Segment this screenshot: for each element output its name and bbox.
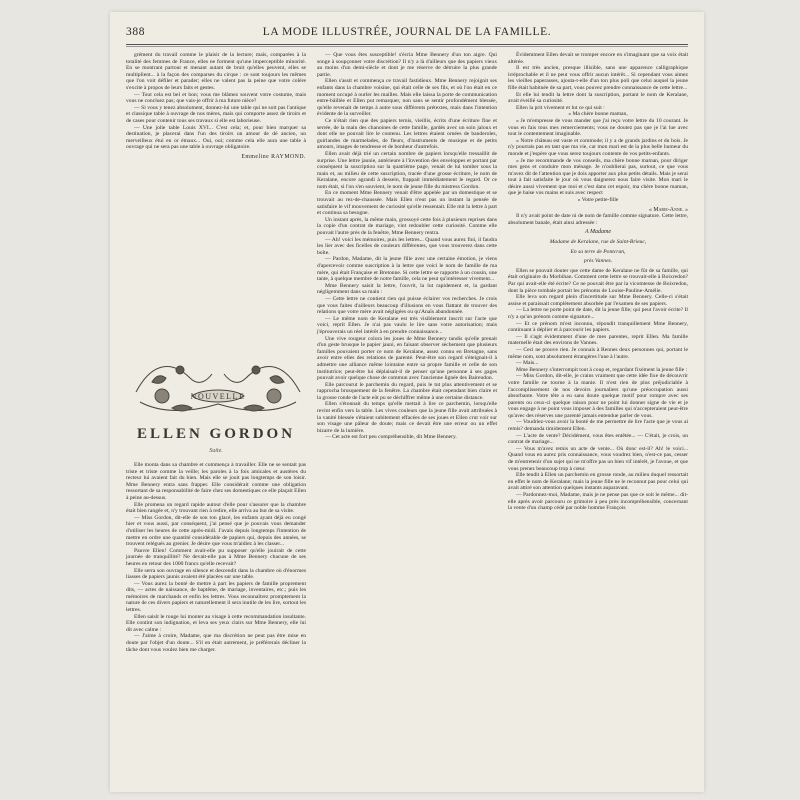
paragraph: En ce moment Mme Bennery venait d'être appelée par un domestique et se trouvait au rez-de-chaussée. Mais Ellen n'eut pas un instant la pensée de satisfaire le vif mouvement de curiosité qu'elle ressentait. Elle mit la lettre à part et continua sa besogne. <box>317 190 497 217</box>
paragraph: Ellen s'assit et commença ce travail fastidieux. Mme Bennery rejoignit ses enfants dans la chambre voisine, qui était celle de ses fils, et où l'on était en ce moment occupé à ourler les mailles. Mais elle laissa la porte de communication entre-bâillée et Ellen put remarquer, non sans se sentir profondément blessée, qu'elle revenait de temps à autre sous différents prétextes, mais dans l'intention évidente de la surveiller. <box>317 78 497 118</box>
column-2 <box>317 52 497 441</box>
letter-paragraph: « Je me recommande de vos conseils, ma chère bonne maman, pour diriger mes gens et conduire mon ménage. Je n'oublierai pas, surtout, ce que vous m'avez dit de l'attention que je dois apporter aux plus petits détails. Mais je serai tout à fait satisfaite le jour où vous daignerez nous faire visite. Mon mari le désire aussi vivement que moi et c'est dans cet espoir, ma chère bonne maman, que je baise vos mains et suis avec respect <box>508 157 688 197</box>
paragraph: — Cet acte est fort peu compréhensible, dit Mme Bennery. <box>325 434 457 441</box>
paragraph: — Tout cela est bel et bon; vous me blâmez souvent votre costume, mais vous ne concluez pas; que vais-je offrir à ma future nièce? <box>126 91 306 105</box>
page-header <box>126 26 688 42</box>
paragraph: — Mais... <box>516 360 539 367</box>
paragraph: grément du travail comme le plaisir de la lecture; mais, comparées à la totalité des femmes de France, elles ne forment qu'une imperceptible minorité. En se montrant partout et menant autant de bruit qu'elles peuvent, elles se multiplient... à la façon des comparses du cirque : ce sont toujours les mêmes que l'on voit défiler et parader; elles ne valent pas la peine que votre colère s'excite à propos de leurs faits et gestes. <box>126 52 306 91</box>
paragraph: Mme Bennery s'interrompit tout à coup et, regardant fixément la jeune fille : <box>516 366 688 373</box>
paragraph: — Une jolie table Louis XVI... C'est cela; et, pour bien marquer sa destination, je placerai dans l'un des tiroirs un amour de dé ancien, un merveilleux étui en or émaux... Oui, oui; comme cela elle aura une table à ouvrage qui ne sera pas une table à ouvrage obligatoire. <box>126 124 306 151</box>
paragraph: Ce n'était rien que des papiers ternis, vieillis, écrits d'une écriture fine et serrée, de la main des chanoines de cette famille, gardés avec un soin jaloux et dont elle ne pouvait lire le contenu. Les lettres étaient ornées de banderoles, guirlandes de marmelades, de fleurs, d'instruments de musique et de petits amours, images de tendresse et de bonheur d'autrefois. <box>317 117 497 151</box>
address-line: En sa terre de Pontcran, <box>570 248 626 255</box>
column-3 <box>508 52 688 512</box>
paragraph: Il est très ancien, presque illisible, sans une apparence calligraphique irréprochable et il ne peut vous offrir aucun intérêt... Si cependant vous aimez les vieilles paperasses, ajouta-t-elle d'un ton plus poli que celui auquel la jeune fille était habituée de sa part, vous pouvez prendre connaissance de cette lettre... <box>508 65 688 91</box>
header-rule <box>126 44 688 47</box>
page-number: 388 <box>126 26 146 38</box>
paragraph: — Pardonnez-moi, Madame, mais je ne pense pas que ce soit le même... dit-elle après avoir parcouru ce grimoire à peu près incompréhensible, concernant la vente d'un champ cédé par noble homme François <box>508 492 688 512</box>
paragraph: — La lettre ne porte point de date, dit la jeune fille; qui peut l'avoir écrite? Il n'y a qu'un prénom comme signature... <box>508 307 688 320</box>
paragraph: — Le même nom de Keralane est très visiblement inscrit sur l'acte que voici, reprit Ellen. Je n'ai pas vaulu le lire sans votre autorisation; mais j'éprouverais un réel intérêt à en prendre connaissance... <box>317 315 497 335</box>
article-signature: Emmeline RAYMOND. <box>241 153 306 160</box>
paragraph: — Ceci ne prouve rien. Je connais à Rennes deux personnes qui, portant le même nom, sont absolument étrangères l'une à l'autre. <box>508 346 688 360</box>
paragraph: — Que vous êtes susceptible! s'écria Mme Bennery d'un ton aigre. Qui songe à soupçonner votre discrétion? Il n'y a là d'ailleurs que des papiers vieux au moins d'un demi-siècle et dont je me réserve de détruire la plus grande partie. <box>317 52 497 78</box>
paragraph: Elle tendit à Ellen un parchemin en grosse ronde, au milieu duquel ressortait en effet le nom de Keralane; mais la jeune fille ne le reconnut pas pour celui qui avait attiré son attention quelques instants auparavant. <box>508 472 688 492</box>
paragraph: Pauvre Ellen! Comment avait-elle pu supposer qu'elle jouirait de cette journée de tranquillité? Ne devait-elle pas à Mme Bennery chacune de ses heures en retour des 1000 francs qu'elle recevait? <box>126 547 306 567</box>
paragraph: Et elle lui tendit la lettre dont la suscription, portant le nom de Keralane, avait éveillé sa curiosité. <box>508 91 688 105</box>
letter-paragraph: « Je m'empresse de vous mander que j'ai reçu votre lettre du 10 courant. Je vous en fais tous mes remerciements; vous ne doutez pas que je l'ai lue avec tout le contentement imaginable. <box>508 117 688 138</box>
vignette-label: NOUVELLE <box>190 392 246 401</box>
paragraph: Ellen s'étonnait du temps qu'elle mettait à lire ce parchemin, lorsqu'elle revint enfin vers la table. Les vives couleurs que la jeune fille avait attribuées à la vanité blessée s'étaient subitement effacées de ses joues et Ellen crut voir sur son visage une pâleur de doute; mais ce devait être une erreur ou un effet bizarre de la lumière. <box>317 401 497 434</box>
paragraph: Il n'y avait point de date ni de nom de famille comme signature. Cette lettre, absolument banale, était ainsi adressée : <box>508 213 688 226</box>
paragraph: Un instant après, la même main, grossoyé cette fois à plusieurs reprises dans la copie d'un contrat de mariage, vint redoubler cette curiosité. Comme elle pouvait l'autre près de la fenêtre, Mme Bennery rentra. <box>317 216 497 237</box>
paragraph: — Il s'agit évidemment d'une de mes parentes, reprit Ellen. Ma famille maternelle était des environs de Vannes. <box>508 333 688 347</box>
letter-signature: « Marie-Anne. » <box>649 206 688 213</box>
paragraph: — Pardon, Madame, dit la jeune fille avec une certaine émotion, je viens d'apercevoir comme suscription à la lettre que voici le nom de famille de ma mère, qui était Française et Bretonne. Si cette lettre se rapporte à un cousin, une tante, à quelque membre de notre famille, cela ne peut qu'intéresser vivement... <box>317 256 497 283</box>
column-1 <box>126 52 306 161</box>
paragraph: Ellen se pouvait douter que cette dame de Keralane ne fût de sa famille, qui était originaire du Morbihan. Comment cette lettre se trouvait-elle à Boixredon? Par qui avait-elle été écrite? Ce ne pouvait être par la vicomtesse de Boixredon, dont la pièce tombale portait les prénoms de Louise-Pauline-Amélie. <box>508 267 688 294</box>
paragraph: — Miss Gordon, dit-elle, je crains vraiment que cette idée fixe de découvrir votre famille ne tourne à la manie. Il n'est rien de plus préjudiciable à l'accomplissement de nos devoirs journaliers qu'une préoccupation aussi absorbante. Votre tête a eu sans doute quelque motif pour rompre avec ses parents ou ceux-ci quelque raison pour ne point lui donner signe de vie et je vous engage à ne point vous imposer à des familles qui n'accepteraient peut-être qu'avec des réserves une parenté jamais entendue parler de vous. <box>508 373 688 419</box>
paragraph: Mme Bennery saisit la lettre, l'ouvrit, la lut rapidement et, la gardant négligemment dans sa main : <box>317 282 497 296</box>
paragraph: — Miss Gordon, dit-elle de son ton glacé, les enfants ayant déjà eu congé hier et vous aussi, par conséquent, j'ai pensé que je pouvais vous demander d'utiliser les heures de cette après-midi. J'avais depuis longtemps l'intention de mettre en ordre une quantité considérable de papiers qui, depuis des années, se trouvent relégués au grenier. Je désire que vous m'aidiez à les classer... <box>126 514 306 548</box>
paragraph: — L'acte de vente? Décidément, vous êtes entêtée... — C'était, je crois, un contrat de mariage... <box>508 432 688 446</box>
story-text <box>126 462 306 653</box>
paragraph: Ellen avait déjà trié un certain nombre de papiers lorsqu'elle tressaillit de surprise. Une lettre jaunie, antérieure à l'invention des enveloppes et portant par conséquent la suscription sur la quatrième page, venait de lui tomber sous la main et, au milieu de cette suscription, tracée d'une grosse écriture, le nom de Keralane, encore agrandi à dessein, frappait immédiatement le regard. Or ce nom était, si l'on s'en souvient, le nom de jeune fille du mistress Gordon. <box>317 150 497 190</box>
address-line: près Vannes. <box>583 258 613 265</box>
paragraph: Elle parcourut le parchemin du regard, puis le tut plus attentivement et se rapprocha brusquement de la fenêtre. La chambre était cependant bien claire et la grosse ronde de l'acte eût pu se déchiffrer même à une certaine distance. <box>317 381 497 401</box>
paragraph: — Voudriez-vous avoir la bonté de me permettre de lire l'acte que je vous ai remis? demanda timidement Ellen. <box>508 419 688 433</box>
magazine-page <box>110 12 704 792</box>
paragraph: Évidemment Ellen devait se tromper encore en s'imaginant que sa voix était altérée. <box>508 52 688 65</box>
paragraph: Ellen la prit vivement et lut ce qui suit : <box>516 104 605 111</box>
paragraph: — Et ce prénom m'est inconnu, répondit tranquillement Mme Bennery, continuant à déplier et à parcourir les papiers. <box>508 320 688 334</box>
letter-paragraph: « Notre château est vaste et commode; il y a de grands jardins et du bois. Je n'y pourrais pas en tant que ma vie, car mon mari est de la plus belle humeur du monde et j'espère que vous serez toujours contente de vos petits-enfants. <box>508 137 688 157</box>
paragraph: Ellen saisit le rouge lui monter au visage à cette recommandation insultante. Elle contint son indignation, et leva ses yeux clairs sur Mme Bennery, elle lui dit avec calme : <box>126 613 306 633</box>
story-subtitle: Suite. <box>209 448 223 454</box>
paragraph: Elle leva son regard plein d'incertitude sur Mme Bennery. Celle-ci s'était assise et paraissait complètement absorbée par l'examen de ses papiers. <box>508 294 688 307</box>
paragraph: Elle monta dans sa chambre et commença à travailler. Elle ne se sentait pas triste et triste comme la veille; les paroles à la fois amicales et austères du recteur lui avaient fait du bien. Mais elle se jouit pas longtemps de son loisir. Mme Bennery entra sans frapper. Elle considérait comme une obligation ressortant de sa responsabilité de faire chez ses domestiques ce elle plaçait Ellen à peine au-dessus. <box>126 462 306 501</box>
paragraph: Elle serra son ouvrage en silence et descendit dans la chambre où d'énormes liasses de papiers jaunis avaient été placées sur une table. <box>126 567 306 581</box>
paragraph: — J'aime à croire, Madame, que ma discrétion ne peut pas être mise en doute par l'objet d'un doute... S'il en était autrement, je préférerais décliner la tâche dont vous voulez bien me charger. <box>126 633 306 653</box>
story-title: ELLEN GORDON <box>136 426 296 442</box>
address-line: A Madame <box>584 229 612 236</box>
address-line: Madame de Keralane, rue de Saint-Brieuc, <box>549 239 647 246</box>
paragraph: — Vous m'avez remis un acte de vente... Où donc est-il? Ah! le voici... Quand vous en aurez pris connaissance, vous voudrez bien, n'est-ce pas, cesser de m'entretenir d'un sujet qui ne m'offre pas un bien vif intérêt, je l'avoue, et que vous prenez beaucoup trop à cœur. <box>508 445 688 472</box>
letter-closing: « Votre petite-fille <box>577 197 619 204</box>
paragraph: — Cette lettre ne contient rien qui puisse éclairer vos recherches. Je crois que vous faites d'ailleurs beaucoup d'illusions en vous flattant de trouver des relations que votre mère avait négligées ou qu'Anaïs abandonnée. <box>317 295 497 316</box>
journal-title: LA MODE ILLUSTRÉE, JOURNAL DE LA FAMILLE. <box>262 26 552 38</box>
letter-salutation: « Ma chère bonne maman, <box>568 111 628 118</box>
paragraph: — Vous aurez la bonté de mettre à part les papiers de famille proprement dits, — actes de naissance, de baptême, de mariage, inventaires, etc.; puis les mémoires de marchands et enfin les lettres. Vous reconnaîtrez promptement la nature de ces divers papiers et naturellement il sera inutile de les lire, sortout les lettres. <box>126 580 306 614</box>
nouvelle-vignette <box>132 352 304 424</box>
paragraph: — Si vous y tenez absolument, donnez-lui une table qui ne soit pas l'antique et classique table à ouvrage de nos mères, mais qui comporte assez de tiroirs et de cases pour contenir tous ses travaux si elle est laborieuse. <box>126 104 306 124</box>
paragraph: Elle promena un regard rapide autour d'elle pour s'assurer que la chambre était bien rangée et, n'y trouvant rien à redire, elle arriva au but de sa visite. <box>126 501 306 515</box>
paragraph: Une vive rougeur colora les joues de Mme Bennery tandis qu'elle prenait d'un geste brusque le papier jauni, en faisant observer sèchement que plusieurs familles pouvaient porter ce nom de Keralane, assez connu en Bretagne, sans avoir entre elles des relations de parenté. Peut-être son regard s'éteignait-il à admettre une alliance même lointaine entre sa propre famille et celle de son institutrice; peut-être lui déplaisait-il de penser qu'une personne à ses gages pouvait avoir quelque chose de commun avec l'ancienne lignée des Baireudon. <box>317 335 497 382</box>
paragraph: — Ah! voici les mémoires, puis les lettres... Quand vous aurez fini, il faudra les lier avec des ficelles de couleurs différentes, que vous trouverez dans cette boîte. <box>317 236 497 256</box>
